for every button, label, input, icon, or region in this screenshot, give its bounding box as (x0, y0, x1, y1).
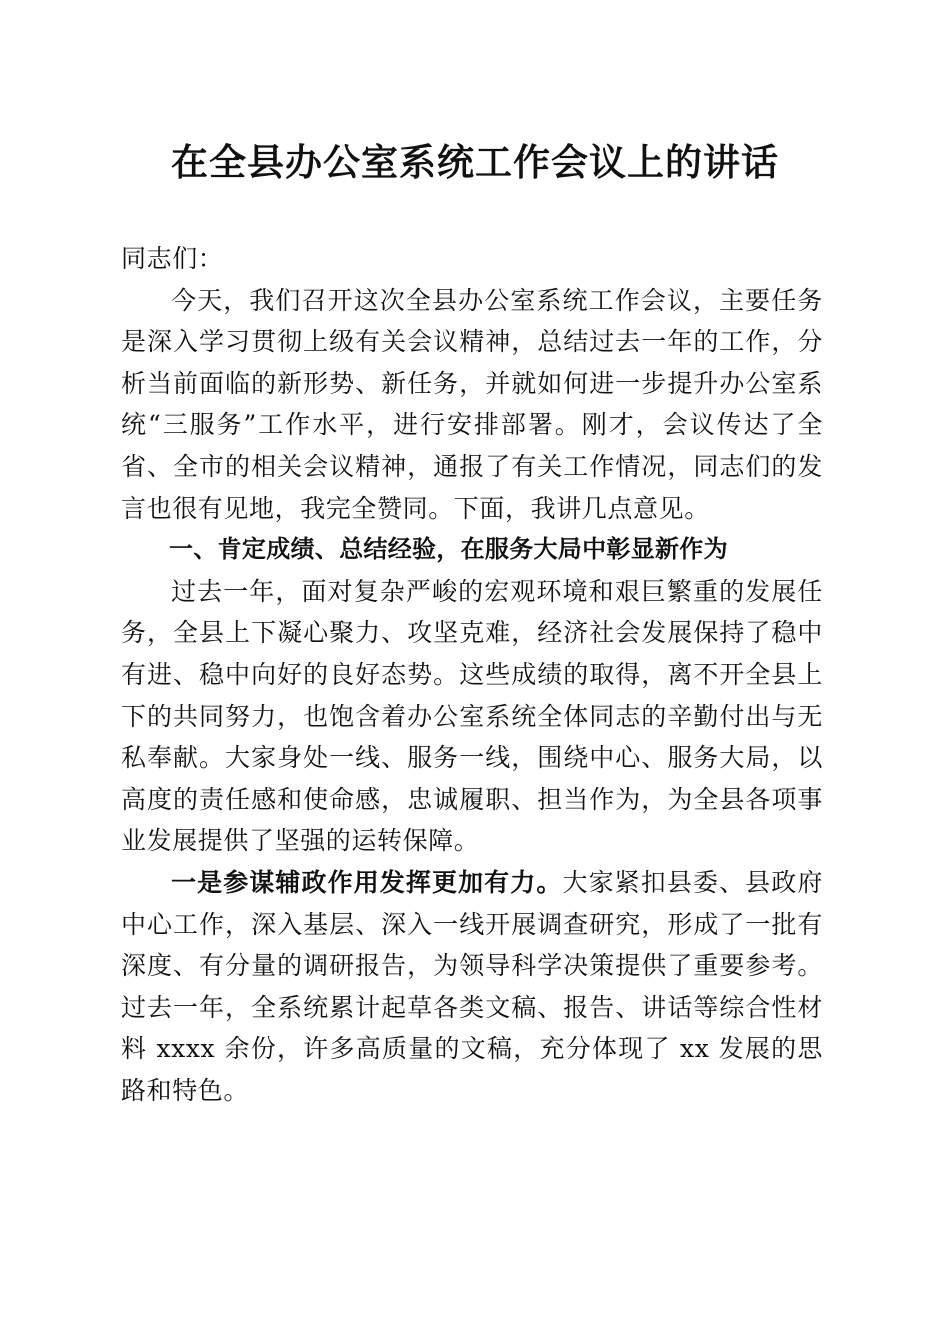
paragraph-achievements: 过去一年，面对复杂严峻的宏观环境和艰巨繁重的发展任务，全县上下凝心聚力、攻坚克难，经济社会发展保持了稳中有进、稳中向好的良好态势。这些成绩的取得，离不开全县上下的共同努力，也饱含着办公室系统全体同志的辛勤付出与无私奉献。大家身处一线、服务一线，围绕中心、服务大局，以高度的责任感和使命感，忠诚履职、担当作为，为全县各项事业发展提供了坚强的运转保障。 (121, 576, 823, 856)
paragraph-point-1 (121, 862, 823, 1112)
paragraph-intro: 今天，我们召开这次全县办公室系统工作会议，主要任务是深入学习贯彻上级有关会议精神，总结过去一年的工作，分析当前面临的新形势、新任务，并就如何进一步提升办公室系统“三服务”工作水平，进行安排部署。刚才，会议传达了全省、全市的相关会议精神，通报了有关工作情况，同志们的发言也很有见地，我完全赞同。下面，我讲几点意见。 (121, 285, 823, 523)
document-title: 在全县办公室系统工作会议上的讲话 (171, 140, 779, 184)
point-1-body: 大家紧扣县委、县政府中心工作，深入基层、深入一线开展调查研究，形成了一批有深度、有分量的调研报告，为领导科学决策提供了重要参考。过去一年，全系统累计起草各类文稿、报告、讲话等综合性材料 xxxx 余份，许多高质量的文稿，充分体现了 xx 发展的思路和特色。 (121, 867, 823, 1105)
salutation: 同志们： (121, 244, 224, 273)
section-heading-1: 一、肯定成绩、总结经验，在服务大局中彰显新作为 (169, 535, 728, 564)
point-1-lead: 一是参谋辅政作用发挥更加有力。 (171, 867, 563, 897)
document-body (121, 238, 823, 1111)
